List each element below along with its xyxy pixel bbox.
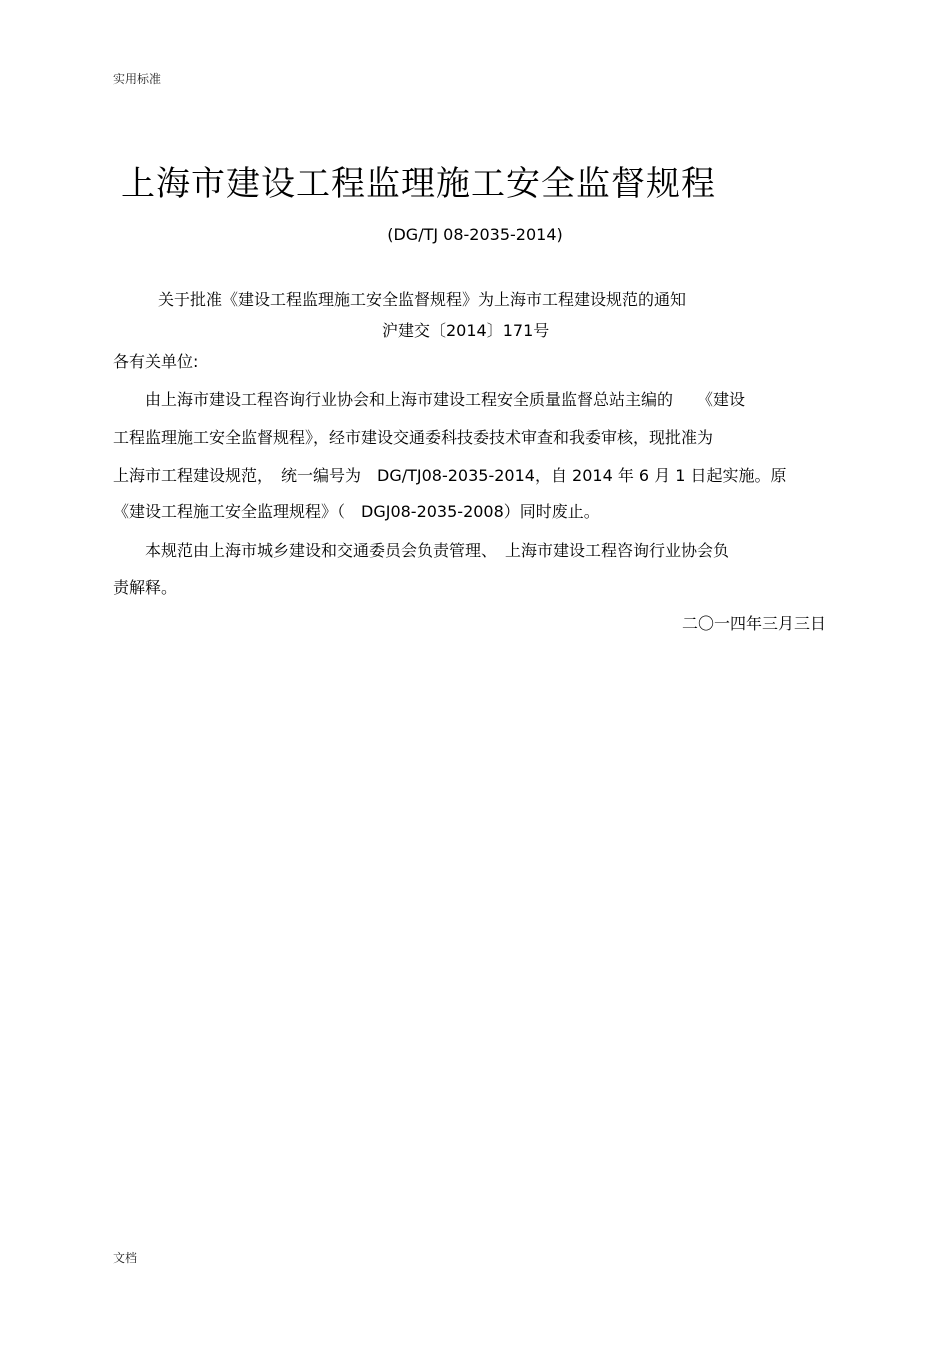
page-header: 实用标准 <box>113 72 162 86</box>
salutation: 各有关单位: <box>113 352 199 371</box>
document-title: 上海市建设工程监理施工安全监督规程 <box>121 164 716 204</box>
page-footer: 文档 <box>113 1251 138 1265</box>
standard-code: (DG/TJ 08-2035-2014) <box>387 225 563 244</box>
issue-date: 二〇一四年三月三日 <box>681 614 826 633</box>
body-line: 由上海市建设工程咨询行业协会和上海市建设工程安全质量监督总站主编的 《建设 <box>113 390 746 409</box>
body-line: 工程监理施工安全监督规程》，经市建设交通委科技委技术审查和我委审核，现批准为 <box>113 428 714 447</box>
body-line: 责解释。 <box>113 578 178 597</box>
notice-title: 关于批准《建设工程监理施工安全监督规程》为上海市工程建设规范的通知 <box>158 290 687 309</box>
document-number: 沪建交〔2014〕171号 <box>382 321 550 340</box>
body-line: 上海市工程建设规范， 统一编号为 DG/TJ08-2035-2014，自 2014 年 6 月 1 日起实施。原 <box>113 466 787 485</box>
body-line: 《建设工程施工安全监理规程》（ DGJ08-2035-2008）同时废止。 <box>113 502 600 521</box>
body-line: 本规范由上海市城乡建设和交通委员会负责管理、 上海市建设工程咨询行业协会负 <box>113 541 730 560</box>
